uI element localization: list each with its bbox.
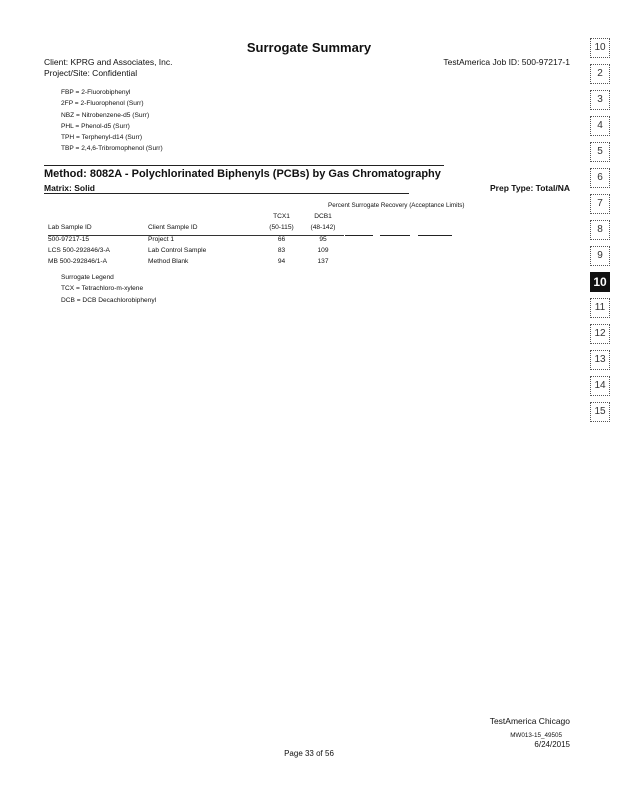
table-row [48, 258, 344, 269]
table-header-row [48, 213, 344, 224]
project-site: Project/Site: Confidential [44, 68, 138, 78]
table-header-row-2 [48, 224, 344, 236]
dcb-value: 95 [319, 236, 327, 243]
tcx-value: 66 [277, 236, 286, 243]
prep-type-label: Prep Type: Total/NA [490, 183, 570, 193]
method-title: Method: 8082A - Polychlorinated Biphenyls (PCBs) by Gas Chromatography [44, 168, 441, 180]
tab-section[interactable]: 11 [590, 298, 610, 318]
job-id: TestAmerica Job ID: 500-97217-1 [443, 57, 570, 67]
tab-section[interactable]: 3 [590, 90, 610, 110]
section-tabs [578, 38, 618, 428]
client-sample-id: Method Blank [148, 258, 189, 265]
page-title: Surrogate Summary [246, 40, 372, 55]
lab-sample-id-header: Lab Sample ID [48, 224, 148, 236]
dcb-value: 137 [317, 258, 329, 265]
legend-title: Surrogate Legend [61, 274, 114, 281]
matrix-label: Matrix: Solid [44, 183, 96, 193]
lab-sample-id: LCS 500-292846/3-A [48, 247, 110, 254]
recovery-header: Percent Surrogate Recovery (Acceptance Limits) [328, 202, 465, 209]
matrix-underline [44, 193, 409, 194]
tab-section[interactable]: 9 [590, 246, 610, 266]
tab-section[interactable]: 13 [590, 350, 610, 370]
table-row [48, 236, 344, 248]
tab-section[interactable]: 2 [590, 64, 610, 84]
tcx-limits: (50-115) [261, 224, 302, 236]
table-row [48, 247, 344, 258]
empty-column-rule [418, 235, 452, 236]
tab-section[interactable]: 12 [590, 324, 610, 344]
tab-section[interactable]: 5 [590, 142, 610, 162]
tab-section[interactable]: 7 [590, 194, 610, 214]
list-item: TCX = Tetrachloro-m-xylene [61, 285, 144, 293]
empty-column-rule [345, 235, 373, 236]
lab-sample-id: 500-97217-15 [48, 236, 90, 243]
list-item: TPH = Terphenyl-d14 (Surr) [61, 134, 143, 142]
client-sample-id: Project 1 [148, 236, 175, 243]
tcx-header: TCX1 [273, 213, 290, 220]
dcb-header: DCB1 [314, 213, 332, 220]
tcx-value: 94 [277, 258, 286, 265]
tcx-value: 83 [277, 247, 286, 254]
footer-code: MW013-15_49505 [510, 732, 562, 739]
tab-section-active[interactable]: 10 [590, 272, 610, 292]
tab-section[interactable]: 4 [590, 116, 610, 136]
client-sample-id: Lab Control Sample [148, 247, 207, 254]
list-item: TBP = 2,4,6-Tribromophenol (Surr) [61, 145, 163, 153]
dcb-limits: (48-142) [302, 224, 344, 236]
list-item: FBP = 2-Fluorobiphenyl [61, 89, 131, 96]
tab-section[interactable]: 6 [590, 168, 610, 188]
surrogate-legend [61, 272, 156, 306]
tab-section[interactable]: 8 [590, 220, 610, 240]
tab-section[interactable]: 15 [590, 402, 610, 422]
tab-section[interactable]: 14 [590, 376, 610, 396]
client-sample-id-header: Client Sample ID [148, 224, 261, 236]
section-divider [44, 165, 444, 166]
tab-section[interactable]: 10 [590, 38, 610, 58]
client-name: Client: KPRG and Associates, Inc. [44, 57, 173, 67]
footer-date: 6/24/2015 [534, 740, 570, 749]
footer-company: TestAmerica Chicago [489, 716, 570, 726]
list-item: DCB = DCB Decachlorobiphenyl [61, 296, 157, 304]
list-item: NBZ = Nitrobenzene-d5 (Surr) [61, 111, 150, 119]
surrogate-table [48, 213, 344, 269]
list-item: 2FP = 2-Fluorophenol (Surr) [61, 100, 144, 108]
empty-column-rule [380, 235, 410, 236]
list-item: PHL = Phenol-d5 (Surr) [61, 122, 130, 130]
surrogate-abbreviation-list [61, 87, 163, 155]
lab-sample-id: MB 500-292846/1-A [48, 258, 108, 265]
footer-page-number: Page 33 of 56 [284, 749, 334, 758]
dcb-value: 109 [317, 247, 329, 254]
